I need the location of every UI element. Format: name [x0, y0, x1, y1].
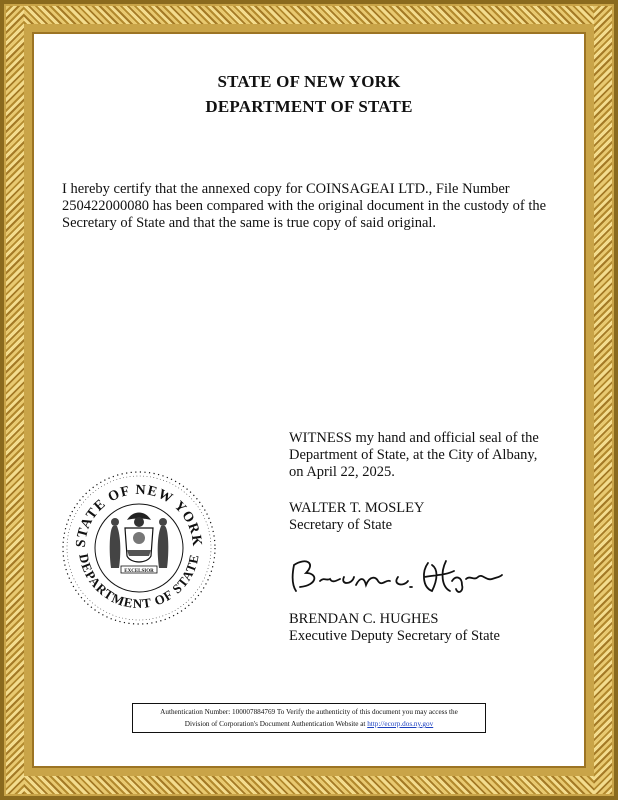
seal-bottom-text: DEPARTMENT OF STATE [76, 552, 202, 612]
authentication-prefix: Division of Corporation's Document Authentication Website at [184, 720, 366, 728]
authentication-link[interactable]: http://ecorp.dos.ny.gov [367, 720, 434, 728]
witness-line-2: Department of State, at the City of Albany, [289, 447, 538, 463]
deputy-name: BRENDAN C. HUGHES [289, 611, 439, 627]
deputy-title: Executive Deputy Secretary of State [289, 628, 500, 644]
secretary-block [289, 500, 559, 534]
signature-image [286, 551, 506, 595]
witness-line-3: on April 22, 2025. [289, 464, 395, 480]
seal-top-text: STATE OF NEW YORK [73, 482, 205, 549]
authentication-line-2 [133, 718, 485, 730]
authentication-box [132, 703, 486, 733]
secretary-name: WALTER T. MOSLEY [289, 500, 425, 516]
seal-motto: EXCELSIOR [124, 569, 154, 574]
certification-text: I hereby certify that the annexed copy for COINSAGEAI LTD., File Number 250422000080 has been compared with the original document in the custody of the Secretary of State and that the same is true copy of said original. [62, 181, 547, 231]
secretary-title: Secretary of State [289, 517, 393, 533]
authentication-line-1: Authentication Number: 100007884769 To Verify the authenticity of this document you may access the [160, 708, 458, 716]
page-title: STATE OF NEW YORK [217, 72, 401, 91]
deputy-block [289, 611, 559, 645]
witness-line-1: WITNESS my hand and official seal of the [289, 430, 539, 446]
witness-block [289, 430, 559, 481]
state-seal [61, 470, 217, 626]
page-subtitle: DEPARTMENT OF STATE [205, 97, 413, 116]
